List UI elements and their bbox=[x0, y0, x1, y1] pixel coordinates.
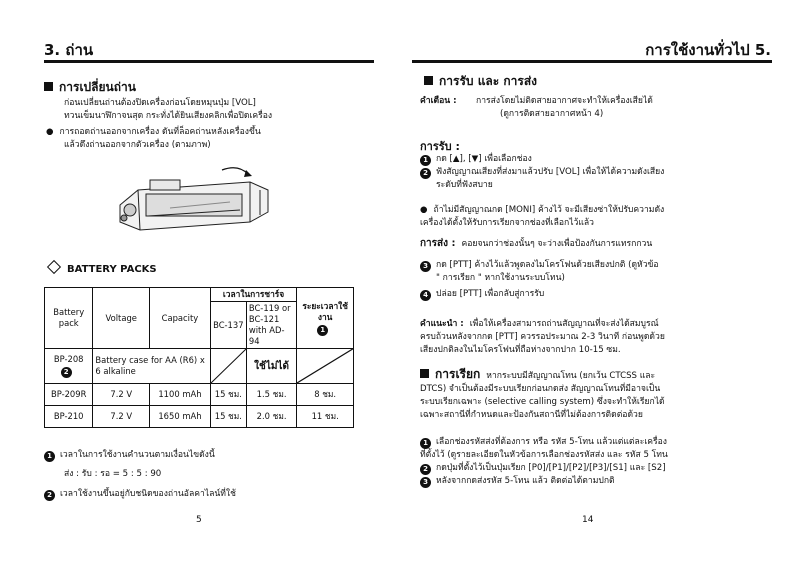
receive-bullet-line: ถ้าไม่มีสัญญาณกด [MONI] ค้างไว้ จะมีเสียงซ่าให้ปรับความดัง bbox=[433, 205, 665, 215]
table-row bbox=[45, 406, 354, 428]
footnote-1-ratio: ส่ง : รับ : รอ = 5 : 5 : 90 bbox=[64, 469, 162, 479]
bullet-line: การถอดถ่านออกจากเครื่อง ดันที่ล็อคถ่านหลังเครื่องขึ้น bbox=[59, 127, 261, 137]
call-line: หากระบบมีสัญญาณโทน (ยกเว้น CTCSS และ bbox=[486, 371, 656, 381]
warning-block bbox=[420, 95, 653, 121]
table-row bbox=[45, 384, 354, 406]
bp208-label: BP-208 bbox=[53, 354, 84, 364]
receive-steps bbox=[420, 153, 664, 192]
cell-bc119: 2.0 ชม. bbox=[246, 406, 296, 428]
number-3-icon: 3 bbox=[420, 477, 431, 488]
call-step: กดปุ่มที่ตั้งไว้เป็นปุ่มเรียก [P0]/[P1]/[P2]/[P3]/[S1] และ [S2] bbox=[436, 463, 666, 473]
square-bullet-icon bbox=[44, 82, 53, 91]
note-1-marker: 1 bbox=[317, 325, 328, 336]
send-step: " การเรียก " หากใช้งานระบบโทน) bbox=[436, 273, 565, 283]
send-text: คอยจนกว่าช่องนั้นๆ จะว่างเพื่อป้องกันการแทรกกวน bbox=[461, 239, 653, 249]
receive-send-title-text: การรับ และ การส่ง bbox=[439, 74, 538, 88]
cell-bc137: 15 ชม. bbox=[210, 406, 246, 428]
call-block bbox=[420, 368, 665, 422]
square-bullet-icon bbox=[424, 76, 433, 85]
advice-line: เพื่อให้เครื่องสามารถถ่านสัญญาณที่จะส่งได้สมบูรณ์ bbox=[469, 319, 659, 329]
bullet-line: แล้วดึงถ่านออกจากตัวเครื่อง (ตามภาพ) bbox=[64, 140, 211, 150]
send-label: การส่ง : bbox=[420, 238, 456, 249]
diamond-bullet-icon bbox=[47, 260, 61, 274]
receive-step: ระดับที่ฟังสบาย bbox=[436, 180, 493, 190]
header-usage-time bbox=[297, 288, 354, 349]
cell-voltage: 7.2 V bbox=[93, 384, 150, 406]
header-voltage: Voltage bbox=[93, 288, 150, 349]
number-1-icon: 1 bbox=[420, 155, 431, 166]
advice-block bbox=[420, 318, 665, 357]
bp208-description: Battery case for AA (R6) x 6 alkaline bbox=[93, 349, 210, 384]
header-capacity: Capacity bbox=[150, 288, 211, 349]
number-4-icon: 4 bbox=[420, 290, 431, 301]
bp208-cell bbox=[45, 349, 93, 384]
battery-packs-title bbox=[46, 262, 157, 275]
cell-bc119: 1.5 ชม. bbox=[246, 384, 296, 406]
table-row bbox=[45, 349, 354, 384]
advice-line: เสียงปกติลงในไมโครโฟนที่ถือห่างจากปาก 10-15 ซม. bbox=[420, 345, 621, 355]
advice-label: คำแนะนำ : bbox=[420, 319, 464, 329]
send-step: ปล่อย [PTT] เพื่อกลับสู่การรับ bbox=[436, 289, 545, 299]
call-line: เฉพาะสถานีที่กำหนดและป้องกันสถานีที่ไม่ต้องการติดต่อด้วย bbox=[420, 410, 643, 420]
call-steps bbox=[420, 436, 668, 488]
cell-voltage: 7.2 V bbox=[93, 406, 150, 428]
bp208-bc137-empty bbox=[210, 349, 246, 384]
warning-line: การส่งโดยไม่ติดสายอากาศจะทำให้เครื่องเสียได้ bbox=[476, 96, 653, 106]
radio-battery-illustration bbox=[110, 160, 280, 240]
receive-step: ฟังสัญญาณเสียงที่ส่งมาแล้วปรับ [VOL] เพื่อให้ได้ความดังเสียง bbox=[436, 167, 665, 177]
receive-title: การรับ : bbox=[420, 140, 460, 153]
call-step: ที่ตั้งไว้ (ดูรายละเอียดในหัวข้อการเลือกช่องรหัสส่ง และ รหัส 5 โทน bbox=[420, 450, 668, 460]
advice-line: ครบถ้วนหลังจากกด [PTT] ควรรอประมาณ 2-3 วินาที ก่อนพูดด้วย bbox=[420, 332, 665, 342]
call-step: หลังจากกดส่งรหัส 5-โทน แล้ว ติดต่อได้ตามปกติ bbox=[436, 476, 615, 486]
cell-capacity: 1100 mAh bbox=[150, 384, 211, 406]
usage-time-label: ระยะเวลาใช้งาน bbox=[302, 300, 348, 322]
battery-change-section-title bbox=[44, 78, 136, 97]
square-bullet-icon bbox=[420, 369, 429, 378]
footnote-2-text: เวลาใช้งานขึ้นอยู่กับชนิดของถ่านอัลคาไลน์ที่ใช้ bbox=[60, 489, 236, 499]
receive-bullet bbox=[420, 204, 664, 230]
header-battery-pack: Battery pack bbox=[45, 288, 93, 349]
number-2-icon: 2 bbox=[420, 168, 431, 179]
number-3-icon: 3 bbox=[420, 261, 431, 272]
warning-label: คำเตือน : bbox=[420, 96, 457, 106]
bullet-dot-icon: ● bbox=[46, 127, 54, 137]
table-header-row bbox=[45, 288, 354, 302]
battery-remove-bullet bbox=[46, 126, 261, 152]
number-1-icon: 1 bbox=[420, 438, 431, 449]
number-1-icon: 1 bbox=[44, 451, 55, 462]
battery-packs-table bbox=[44, 287, 354, 428]
cell-bc137: 15 ชม. bbox=[210, 384, 246, 406]
send-block bbox=[420, 237, 652, 251]
number-2-icon: 2 bbox=[44, 490, 55, 501]
left-page-header: 3. ถ่าน bbox=[44, 41, 94, 59]
cell-pack: BP-209R bbox=[45, 384, 93, 406]
call-step: เลือกช่องรหัสส่งที่ต้องการ หรือ รหัส 5-โทน แล้วแต่แต่ละเครื่อง bbox=[436, 437, 668, 447]
header-charge-time: เวลาในการชาร์จ bbox=[210, 288, 297, 302]
footnote-1-text: เวลาในการใช้งานคำนวนตามเงื่อนไขดังนี้ bbox=[60, 450, 215, 460]
bullet-dot-icon: ● bbox=[420, 205, 428, 215]
left-page bbox=[0, 0, 396, 567]
receive-send-section-title bbox=[424, 72, 537, 91]
left-page-number: 5 bbox=[196, 515, 202, 525]
cell-capacity: 1650 mAh bbox=[150, 406, 211, 428]
battery-packs-title-text: BATTERY PACKS bbox=[67, 264, 157, 275]
battery-change-intro bbox=[64, 97, 272, 123]
bp208-usage-empty bbox=[297, 349, 354, 384]
intro-line: ทวนเข็มนาฬิกาจนสุด กระทั่งได้ยินเสียงคลิกเพื่อปิดเครื่อง bbox=[64, 111, 273, 121]
send-steps bbox=[420, 259, 659, 301]
call-line: ระบบเรียกเฉพาะ (selective calling system) ซึ่งจะทำให้เรียกได้ bbox=[420, 397, 665, 407]
note-2-marker: 2 bbox=[61, 367, 72, 378]
footnote-1 bbox=[44, 449, 215, 462]
warning-line: (ดูการติดสายอากาศหน้า 4) bbox=[500, 109, 604, 119]
header-bc119: BC-119 or BC-121 with AD-94 bbox=[246, 302, 296, 349]
header-bc137: BC-137 bbox=[210, 302, 246, 349]
bp208-not-usable: ใช้ไม่ได้ bbox=[246, 349, 296, 384]
battery-change-title-text: การเปลี่ยนถ่าน bbox=[59, 80, 136, 94]
right-page-header: การใช้งานทั่วไป 5. bbox=[645, 41, 771, 59]
cell-pack: BP-210 bbox=[45, 406, 93, 428]
right-header-rule bbox=[412, 60, 772, 63]
call-title: การเรียก bbox=[435, 367, 481, 381]
cell-usage: 11 ชม. bbox=[297, 406, 354, 428]
left-header-rule bbox=[44, 60, 374, 63]
call-line: DTCS) จำเป็นต้องมีระบบเรียกก่อนกดส่ง สัญญาณโทนที่มีอาจเป็น bbox=[420, 384, 661, 394]
footnote-2 bbox=[44, 488, 236, 501]
intro-line: ก่อนเปลี่ยนถ่านต้องปิดเครื่องก่อนโดยหมุนปุ่ม [VOL] bbox=[64, 98, 256, 108]
right-page bbox=[396, 0, 793, 567]
receive-step: กด [▲], [▼] เพื่อเลือกช่อง bbox=[436, 154, 532, 164]
right-page-number: 14 bbox=[582, 515, 594, 525]
cell-usage: 8 ชม. bbox=[297, 384, 354, 406]
receive-bullet-line: เครื่องได้ตั้งให้รับการเรียกจากช่องที่เลือกไว้แล้ว bbox=[420, 218, 594, 228]
number-2-icon: 2 bbox=[420, 464, 431, 475]
send-step: กด [PTT] ค้างไว้แล้วพูดลงไมโครโฟนด้วยเสียงปกติ (ดูหัวข้อ bbox=[436, 260, 659, 270]
